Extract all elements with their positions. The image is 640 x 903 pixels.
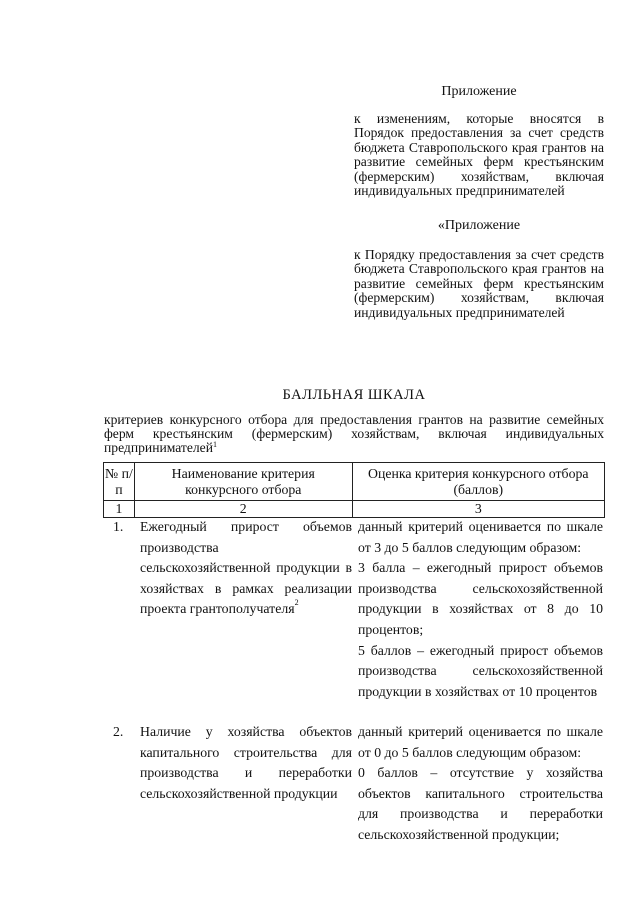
appendix-text: к изменениям, которые вносятся в Порядок предоставления за счет средств бюджета Ставропольского края грантов на развитие семейных ферм крестьянским (фермерским) хозяйствам, включая индивидуальных предпринимателей [354,111,604,199]
row-number: 2. [113,724,124,739]
col-number-2: 2 [134,501,352,518]
row-number: 1. [113,519,124,534]
footnote-marker: 1 [213,440,217,450]
scale-title: БАЛЛЬНАЯ ШКАЛА [282,387,426,403]
appendix2-title: «Приложение [437,218,521,233]
header-evaluation: Оценка критерия конкурсного отбора (баллов) [352,463,604,501]
evaluation-paragraph: данный критерий оценивается по шкале от 0 до 5 баллов следующим образом: [358,724,603,760]
evaluation-paragraph: 5 баллов – ежегодный прирост объемов производства сельскохозяйственной продукции в хозяйствах от 10 процентов [358,642,603,699]
col-number-3: 3 [352,501,604,518]
scale-subtitle [104,413,604,456]
scale-subtitle-text: критериев конкурсного отбора для предоставления грантов на развитие семейных ферм крестьянским (фермерским) хозяйствам, включая индивидуальных предпринимателей [104,412,604,456]
col-number-1: 1 [104,501,135,518]
footnote-marker: 2 [294,598,299,608]
criteria-table-header [103,462,605,518]
header-criterion: Наименование критерия конкурсного отбора [134,463,352,501]
evaluation-paragraph: 3 балла – ежегодный прирост объемов производства сельскохозяйственной продукции в хозяйствах от 8 до 10 процентов; [358,560,603,637]
row-criterion-text: Ежегодный прирост объемов производства сельскохозяйственной продукции в хозяйствах в рамках реализации проекта грантополучателя [140,519,352,617]
evaluation-paragraph: 0 баллов – отсутствие у хозяйства объектов капитального строительства для производства и переработки сельскохозяйственной продукции; [358,765,603,842]
row-evaluation [358,517,603,702]
appendix2-text: к Порядку предоставления за счет средств бюджета Ставропольского края грантов на развитие семейных ферм крестьянским (фермерским) хозяйствам, включая индивидуальных предпринимателей [354,247,604,320]
row-criterion: Наличие у хозяйства объектов капитального строительства для производства и переработки сельскохозяйственной продукции [140,724,352,801]
appendix-title: Приложение [441,84,517,99]
row-criterion [140,517,352,620]
header-number: № п/п [104,463,135,501]
evaluation-paragraph: данный критерий оценивается по шкале от 3 до 5 баллов следующим образом: [358,519,603,555]
row-evaluation [358,722,603,846]
